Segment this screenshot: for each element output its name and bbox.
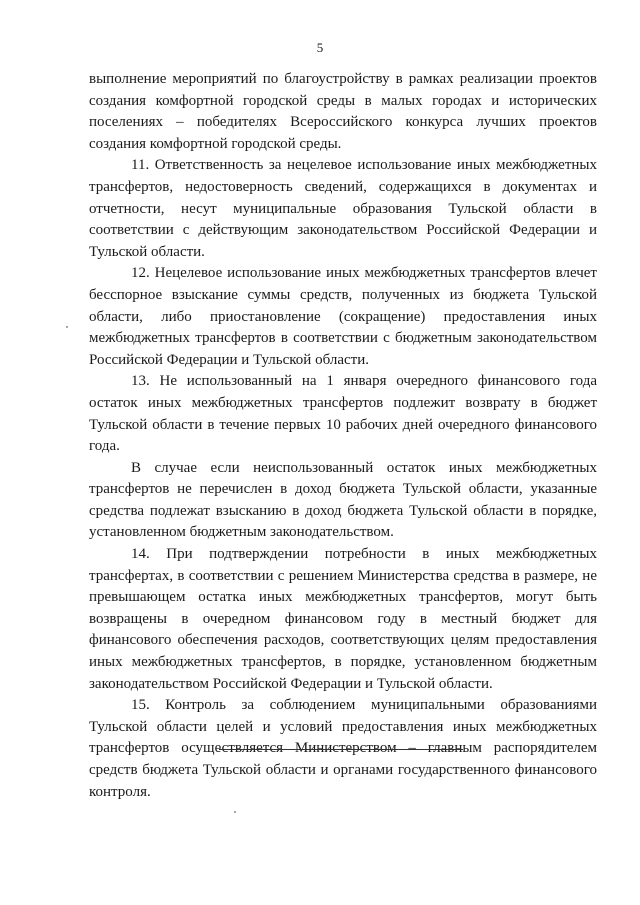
paragraph-item-15: 15. Контроль за соблюдением муниципальными образованиями Тульской области целей и условий предоставления иных межбюджетных трансфертов осуществляется Министерством – главным распорядителем средств бюджета Тульской области и органами государственного финансового контроля. <box>89 697 597 800</box>
page-number: 5 <box>316 40 324 55</box>
paragraph-item-13-continuation: В случае если неиспользованный остаток иных межбюджетных трансфертов не перечислен в доход бюджета Тульской области, указанные средства подлежат взысканию в доход бюджета Тульской области в порядке, установленном бюджетным законодательством. <box>89 459 597 541</box>
scan-mark <box>66 326 68 328</box>
paragraph-continuation: выполнение мероприятий по благоустройству в рамках реализации проектов создания комфортной городской среды в малых городах и исторических поселениях – победителях Всероссийского конкурса лучших проектов создания комфортной городской среды. <box>89 71 597 152</box>
scan-mark <box>234 811 236 813</box>
paragraph-item-11: 11. Ответственность за нецелевое использование иных межбюджетных трансфертов, недостоверность сведений, содержащихся в документах и отчетности, несут муниципальные образования Тульской области в соответствии с действующим законодательством Российской Федерации и Тульской области. <box>89 157 597 260</box>
end-separator-line <box>219 749 463 750</box>
paragraph-item-13: 13. Не использованный на 1 января очередного финансового года остаток иных межбюджетных трансфертов подлежит возврату в бюджет Тульской области в течение первых 10 рабочих дней очередного финансового года. <box>89 373 597 455</box>
document-body <box>89 69 597 803</box>
paragraph-item-12: 12. Нецелевое использование иных межбюджетных трансфертов влечет бесспорное взыскание суммы средств, полученных из бюджета Тульской области, либо приостановление (сокращение) предоставления иных межбюджетных трансфертов в соответствии с бюджетным законодательством Российской Федерации и Тульской области. <box>89 265 597 368</box>
paragraph-item-14: 14. При подтверждении потребности в иных межбюджетных трансфертах, в соответствии с решением Министерства средства в размере, не превышающем остатка иных межбюджетных трансфертов, могут быть возвращены в очередном финансовом году в местный бюджет для финансового обеспечения расходов, соответствующих целям предоставления иных межбюджетных трансфертов, в порядке, установленном бюджетным законодательством Российской Федерации и Тульской области. <box>89 546 597 692</box>
